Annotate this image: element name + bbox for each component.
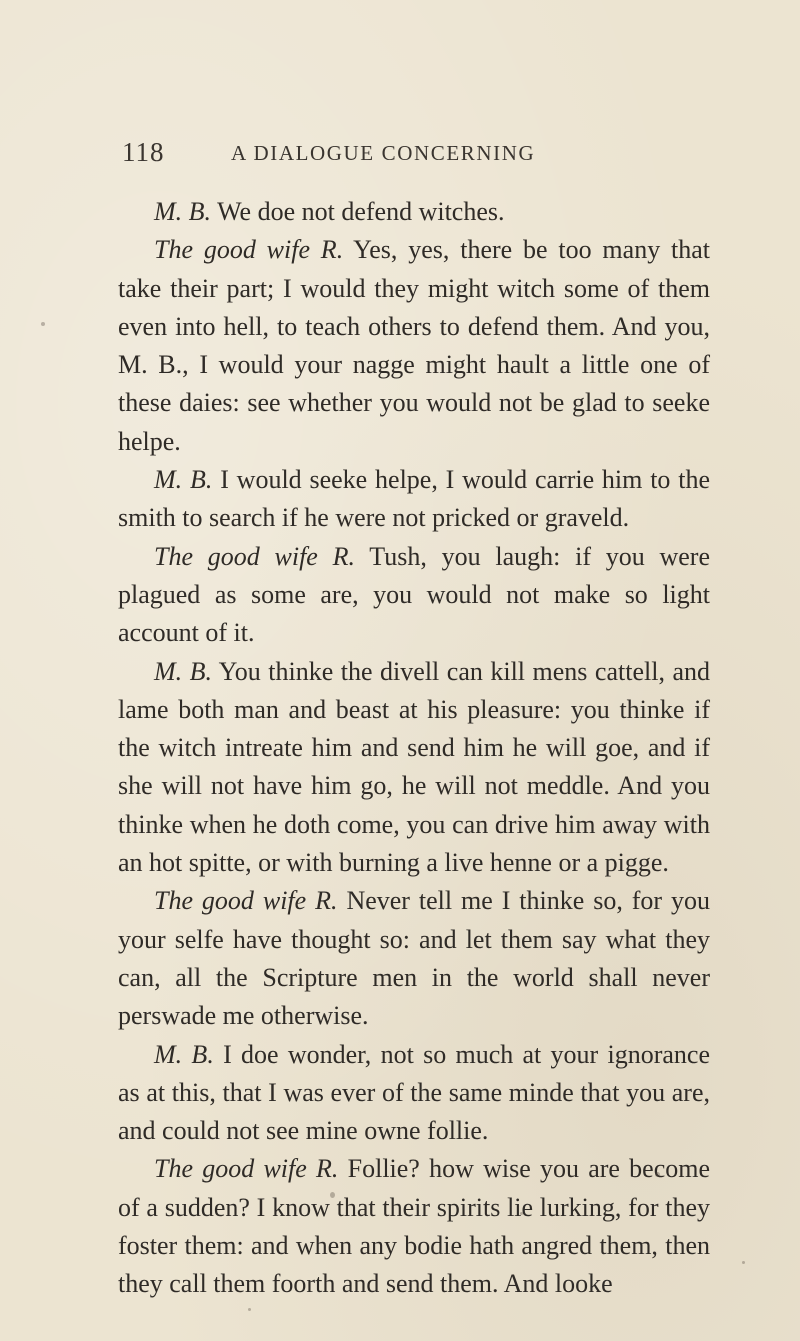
speech-text: You thinke the divell can kill mens cattell, and lame both man and beast at his pleasure: you thinke if the witch intreate him and send him he will goe, and if she will not have him go, he will not meddle. And you thinke when he doth come, you can drive him away with an hot spitte, or with burning a live henne or a pigge. [118, 656, 710, 878]
dialogue-paragraph [118, 1150, 710, 1303]
speech-text: I would seeke helpe, I would carrie him to the smith to search if he were not pricked or graveld. [118, 465, 711, 533]
speaker-name: M. B. [154, 656, 213, 686]
dialogue-paragraph [118, 653, 710, 883]
paper-speck [742, 1261, 745, 1264]
speaker-name: M. B. [154, 197, 212, 226]
dialogue-text [118, 193, 710, 1304]
speech-text: Yes, yes, there be too many that take their part; I would they might witch some of them even into hell, to teach others to defend them. And you, M. B., I would your nagge might hault a little one of these daies: see whether you would not be glad to seeke helpe. [118, 235, 711, 456]
speaker-name: The good wife R. [154, 235, 344, 265]
speaker-name: M. B. [154, 1039, 214, 1069]
speaker-name: M. B. [154, 465, 213, 495]
paper-speck [248, 1308, 251, 1311]
dialogue-paragraph [118, 882, 710, 1035]
paper-speck [330, 1192, 335, 1198]
speaker-name: The good wife R. [154, 1154, 339, 1184]
dialogue-paragraph [118, 1036, 710, 1151]
page-header [122, 135, 682, 175]
speech-text: We doe not defend witches. [217, 197, 505, 226]
speech-text: Never tell me I thinke so, for you your selfe have thought so: and let them say what they can, all the Scripture men in the world shall never perswade me otherwise. [118, 886, 710, 1031]
speech-text: Follie? how wise you are become of a sudden? I know that their spirits lie lurking, for they foster them: and when any bodie hath angred them, then they call them foorth and send them. And looke [118, 1154, 711, 1299]
page-number: 118 [122, 137, 165, 167]
speaker-name: The good wife R. [154, 886, 338, 916]
running-head: A DIALOGUE CONCERNING [231, 141, 536, 165]
dialogue-paragraph [118, 461, 710, 538]
speech-text: I doe wonder, not so much at your ignorance as at this, that I was ever of the same minde that you are, and could not see mine owne follie. [118, 1039, 710, 1146]
speech-text: Tush, you laugh: if you were plagued as some are, you would not make so light account of it. [118, 541, 710, 648]
dialogue-paragraph [118, 538, 710, 653]
paper-speck [520, 1212, 523, 1215]
dialogue-paragraph [118, 193, 710, 231]
paper-speck [655, 1172, 660, 1177]
paper-speck [41, 322, 45, 326]
dialogue-paragraph [118, 231, 710, 461]
speaker-name: The good wife R. [154, 541, 355, 571]
